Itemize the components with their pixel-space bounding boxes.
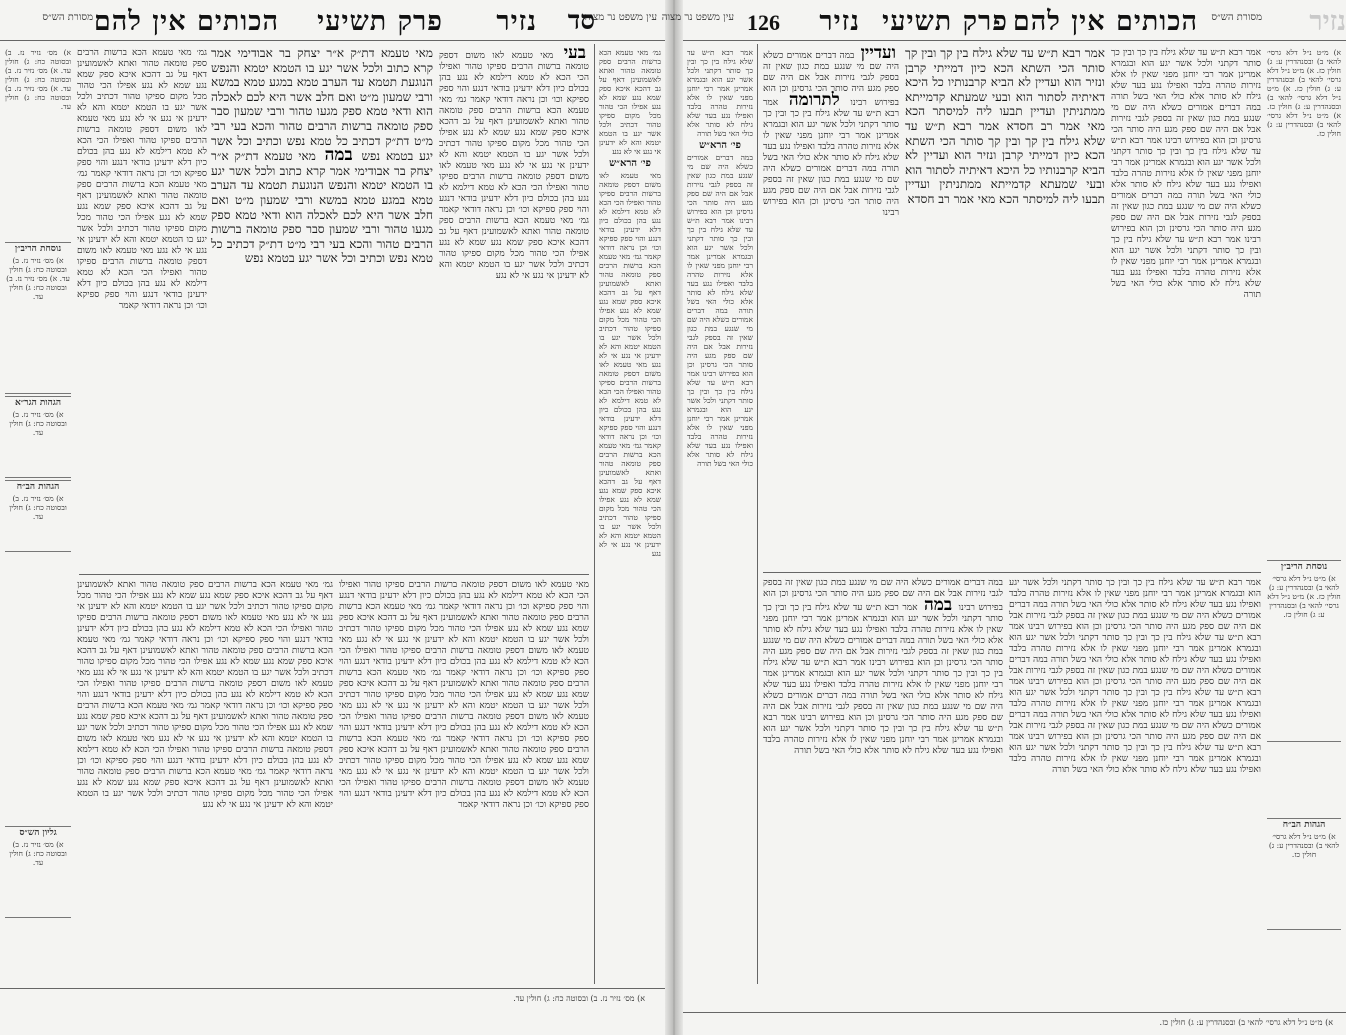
right-footnotes: א) מ״ט נ״ל דלא גרסי׳ להאי ב) ובסנהדרין ע: ג) חולין כז. xyxy=(1159,1018,1333,1027)
lower-tosafot-text-3: מאי טעמא לאו משום דספק טומאה ברשות הרבים ספיקו טהור ואפילו הכי הכא לא טמא דילמא לא נגע בהן בכולם כיון דלא ידעינן בודאי דנגע והוי ספק ספיקא וכו׳ וכן נראה דודאי קאמר xyxy=(339,635,589,678)
lower-rashi-text-right-2: במה דברים אמורים כשלא היה שם מי שנגע במת כגון שאין זה בספק לגבי נזירות אבל אם היה שם ספק מגע היה סותר הכי גרסינן וכן הוא בפירוש רבינו xyxy=(1009,600,1261,632)
nusachat-hariban-box xyxy=(5,242,71,394)
tosafot-text-right-3: במה דברים אמורים כשלא היה שם מי שנגע במת כגון שאין זה בספק לגבי נזירות אבל אם היה שם ספק מגע היה סותר הכי גרסינן וכן הוא בפירוש רבינו xyxy=(763,164,899,218)
rashi-text: גמ׳ מאי טעמא הכא ברשות הרבים ספק טומאה טהור ואתא לאשמועינן דאף על גב דהכא איכא ספק שמא נגע שמא לא נגע אפילו הכי טהור מכל מקום ספיקו טהור דכתיב ולכל אשר יגע בו הטמא יטמא והא לא ידעינן אי נגע אי לא נגע xyxy=(77,48,207,124)
ein-mishpat-column-right xyxy=(687,48,753,978)
lower-tosafot-text: מאי טעמא לאו משום דספק טומאה ברשות הרבים ספיקו טהור ואפילו הכי הכא לא טמא דילמא לא נגע בהן בכולם כיון דלא ידעינן בודאי דנגע והוי ספק ספיקא וכו׳ וכן נראה דודאי קאמר xyxy=(339,580,589,612)
hagahot-habach-box xyxy=(5,480,71,552)
masoret-text-right: א) מ״ט נ״ל דלא גרסי׳ להאי ב) ובסנהדרין ע: ג) חולין כז. xyxy=(1267,48,1341,75)
nusachat-hariban-text: א) מס׳ נזיר נז. ב) ובסוטה כח: ג) חולין עד. xyxy=(9,256,70,283)
lower-rashi-column-right xyxy=(1009,578,1261,978)
masoret-text-3: א) מס׳ נזיר נז. ב) ובסוטה כח: ג) חולין עד. xyxy=(5,84,71,111)
gemara-heading-word: במה xyxy=(324,145,353,166)
margin-rule-right xyxy=(594,44,595,984)
lower-tosafot-text-7: מאי טעמא לאו משום דספק טומאה ברשות הרבים ספיקו טהור ואפילו הכי הכא לא טמא דילמא לא נגע בהן בכולם כיון דלא ידעינן בודאי דנגע והוי ספק ספיקא וכו׳ וכן נראה דודאי קאמר xyxy=(339,767,589,810)
rosh-text-right-3: במה דברים אמורים כשלא היה שם מי שנגע במת כגון שאין זה בספק לגבי נזירות אבל אם היה שם ספק מגע היה סותר הכי גרסינן וכן הוא בפירוש רבינו xyxy=(687,306,753,378)
ein-mishpat-label: עין משפט נר מצוה xyxy=(584,12,657,23)
masoret-text-right-4: א) מ״ט נ״ל דלא גרסי׳ להאי ב) ובסנהדרין ע: ג) חולין כז. xyxy=(1267,111,1341,138)
rashi-text-3: גמ׳ מאי טעמא הכא ברשות הרבים ספק טומאה טהור ואתא לאשמועינן דאף על גב דהכא איכא ספק שמא נגע שמא לא נגע אפילו הכי טהור מכל מקום ספיקו טהור דכתיב ולכל אשר יגע בו הטמא יטמא והא לא ידעינן אי נגע אי לא נגע xyxy=(77,169,207,256)
hagahot-habach-text-right: א) מ״ט נ״ל דלא גרסי׳ להאי ב) ובסנהדרין ע: ג) חולין כז. xyxy=(1268,832,1340,859)
lower-rashi-text-right-4: במה דברים אמורים כשלא היה שם מי שנגע במת כגון שאין זה בספק לגבי נזירות אבל אם היה שם ספק מגע היה סותר הכי גרסינן וכן הוא בפירוש רבינו xyxy=(1009,655,1261,687)
lower-rashi-text: גמ׳ מאי טעמא הכא ברשות הרבים ספק טומאה טהור ואתא לאשמועינן דאף על גב דהכא איכא ספק שמא נגע שמא לא נגע אפילו הכי טהור מכל מקום ספיקו טהור דכתיב ולכל אשר יגע בו הטמא יטמא והא לא ידעינן אי נגע אי לא נגע xyxy=(77,580,333,623)
lower-rashi-text-7: גמ׳ מאי טעמא הכא ברשות הרבים ספק טומאה טהור ואתא לאשמועינן דאף על גב דהכא איכא ספק שמא נגע שמא לא נגע אפילו הכי טהור מכל מקום ספיקו טהור דכתיב ולכל אשר יגע בו הטמא יטמא והא לא ידעינן אי נגע אי לא נגע xyxy=(77,767,333,810)
right-page-header xyxy=(661,4,1346,38)
tosafot-text-right-2: אמר רבא ת״ש עד שלא גילח בין כך ובין כך סותר דקתני ולכל אשר יגע הוא ובגמרא אמרינן אמר רבי יוחנן מפני שאין לו אלא נזירות טהרה בלבד ואפילו נגע בעד שלא גילח לא סותר אלא כולי האי בשל תורה xyxy=(763,98,899,174)
gemara-text-1: מאי טעמא דת״ק א״ר יצחק בר אבודימי אמר קרא כתוב ולכל אשר יגע בו הטמא יטמא והנפש הנוגעת תטמא עד הערב טמא במגע טמא במשא ורבי שמעון מ״ט ואם חלב אשר היא לכם לאכלה הוא ודאי טמא ספק מגעו טהור ורבי שמעון סבר ספק טומאה ברשות הרבים טהור והכא בעי רבי מ״ט דת״ק דכתיב כל טמא נפש וכתיב וכל אשר יגע בטמא נפש xyxy=(211,46,433,164)
masoret-label: מסורת הש״ס xyxy=(42,12,93,23)
chapter-name-right: הכותים אין להם xyxy=(1012,6,1198,37)
gemara-main-text-right xyxy=(905,46,1105,568)
left-footnotes: א) מס׳ נזיר נז. ב) ובסוטה כח: ג) חולין עד. xyxy=(513,994,645,1003)
footer-rule xyxy=(0,988,665,989)
tractate-title-right: נזיר xyxy=(819,6,860,37)
tosafot-text-2: גמ׳ מאי טעמא הכא ברשות הרבים ספק טומאה טהור ואתא לאשמועינן דאף על גב דהכא איכא ספק שמא נגע שמא לא נגע אפילו הכי טהור מכל מקום ספיקו טהור דכתיב ולכל אשר יגע בו הטמא יטמא והא לא ידעינן אי נגע אי לא נגע xyxy=(439,95,589,171)
masoret-text: א) מס׳ נזיר נז. ב) ובסוטה כח: ג) חולין עד. xyxy=(5,48,72,75)
lower-rashi-text-2: מאי טעמא לאו משום דספק טומאה ברשות הרבים ספיקו טהור ואפילו הכי הכא לא טמא דילמא לא נגע בהן בכולם כיון דלא ידעינן בודאי דנגע והוי ספק ספיקא וכו׳ וכן נראה דודאי קאמר xyxy=(77,613,333,645)
tosafot-text-right: במה דברים אמורים כשלא היה שם מי שנגע במת כגון שאין זה בספק לגבי נזירות אבל אם היה שם ספק מגע היה סותר הכי גרסינן וכן הוא בפירוש רבינו xyxy=(763,51,899,108)
rashi-text-right-2: במה דברים אמורים כשלא היה שם מי שנגע במת כגון שאין זה בספק לגבי נזירות אבל אם היה שם ספק מגע היה סותר הכי גרסינן וכן הוא בפירוש רבינו xyxy=(1111,103,1261,146)
lower-tosafot-text-4: גמ׳ מאי טעמא הכא ברשות הרבים ספק טומאה טהור ואתא לאשמועינן דאף על גב דהכא איכא ספק שמא נגע שמא לא נגע אפילו הכי טהור מכל מקום ספיקו טהור דכתיב ולכל אשר יגע בו הטמא יטמא והא לא ידעינן אי נגע אי לא נגע xyxy=(339,668,589,711)
margin-rule-left xyxy=(757,44,758,984)
hagahot-habach-title-right: הגהות הב״ח xyxy=(1282,820,1326,830)
gilyon-hashas-title: גליון הש״ס xyxy=(19,828,57,838)
mid-rule xyxy=(79,574,589,575)
masoret-hashas-column xyxy=(5,48,71,238)
nusachat-hariban-text-2: א) מס׳ נזיר נז. ב) ובסוטה כח: ג) חולין עד. xyxy=(6,274,67,301)
lower-rashi-text-right-3: אמר רבא ת״ש עד שלא גילח בין כך ובין כך סותר דקתני ולכל אשר יגע הוא ובגמרא אמרינן אמר רבי יוחנן מפני שאין לו אלא נזירות טהרה בלבד ואפילו נגע בעד שלא גילח לא סותר אלא כולי האי בשל תורה xyxy=(1009,622,1261,665)
chapter-title: פרק תשיעי xyxy=(317,6,443,37)
lower-rashi-text-4: מאי טעמא לאו משום דספק טומאה ברשות הרבים ספיקו טהור ואפילו הכי הכא לא טמא דילמא לא נגע בהן בכולם כיון דלא ידעינן בודאי דנגע והוי ספק ספיקא וכו׳ וכן נראה דודאי קאמר xyxy=(77,668,333,711)
header-rule-right xyxy=(683,40,1346,41)
lower-tosafot-text-right-2: אמר רבא ת״ש עד שלא גילח בין כך ובין כך סותר דקתני ולכל אשר יגע הוא ובגמרא אמרינן אמר רבי יוחנן מפני שאין לו אלא נזירות טהרה בלבד ואפילו נגע בעד שלא גילח לא סותר אלא כולי האי בשל תורה xyxy=(763,603,1003,646)
gemara-main-text xyxy=(211,46,433,570)
rosh-text-4: גמ׳ מאי טעמא הכא ברשות הרבים ספק טומאה טהור ואתא לאשמועינן דאף על גב דהכא איכא ספק שמא נגע שמא לא נגע אפילו הכי טהור מכל מקום ספיקו טהור דכתיב ולכל אשר יגע בו הטמא יטמא והא לא ידעינן אי נגע אי לא נגע xyxy=(599,441,661,558)
rashi-text-2: מאי טעמא לאו משום דספק טומאה ברשות הרבים ספיקו טהור ואפילו הכי הכא לא טמא דילמא לא נגע בהן בכולם כיון דלא ידעינן בודאי דנגע והוי ספק ספיקא וכו׳ וכן נראה דודאי קאמר xyxy=(77,114,207,179)
lower-tosafot-column-right xyxy=(763,578,1003,978)
tosafot-text-4: גמ׳ מאי טעמא הכא ברשות הרבים ספק טומאה טהור ואתא לאשמועינן דאף על גב דהכא איכא ספק שמא נגע שמא לא נגע אפילו הכי טהור מכל מקום ספיקו טהור דכתיב ולכל אשר יגע בו הטמא יטמא והא לא ידעינן אי נגע אי לא נגע xyxy=(439,216,589,281)
faded-header-text: נזיר xyxy=(1309,6,1346,37)
left-page xyxy=(0,0,665,1035)
rosh-text-2: גמ׳ מאי טעמא הכא ברשות הרבים ספק טומאה טהור ואתא לאשמועינן דאף על גב דהכא איכא ספק שמא נגע שמא לא נגע אפילו הכי טהור מכל מקום ספיקו טהור דכתיב ולכל אשר יגע בו הטמא יטמא והא לא ידעינן אי נגע אי לא נגע xyxy=(599,252,661,369)
rashi-column-right xyxy=(1111,48,1261,568)
lower-rashi-text-right-5: אמר רבא ת״ש עד שלא גילח בין כך ובין כך סותר דקתני ולכל אשר יגע הוא ובגמרא אמרינן אמר רבי יוחנן מפני שאין לו אלא נזירות טהרה בלבד ואפילו נגע בעד שלא גילח לא סותר אלא כולי האי בשל תורה xyxy=(1009,677,1261,720)
lower-tosafot-text-right: במה דברים אמורים כשלא היה שם מי שנגע במת כגון שאין זה בספק לגבי נזירות אבל אם היה שם ספק מגע היה סותר הכי גרסינן וכן הוא בפירוש רבינו xyxy=(763,578,1003,613)
lower-rashi-text-right: אמר רבא ת״ש עד שלא גילח בין כך ובין כך סותר דקתני ולכל אשר יגע הוא ובגמרא אמרינן אמר רבי יוחנן מפני שאין לו אלא נזירות טהרה בלבד ואפילו נגע בעד שלא גילח לא סותר אלא כולי האי בשל תורה xyxy=(1009,578,1261,610)
rosh-text-right-2: אמר רבא ת״ש עד שלא גילח בין כך ובין כך סותר דקתני ולכל אשר יגע הוא ובגמרא אמרינן אמר רבי יוחנן מפני שאין לו אלא נזירות טהרה בלבד ואפילו נגע בעד שלא גילח לא סותר אלא כולי האי בשל תורה xyxy=(687,216,754,315)
gilyon-hashas-box xyxy=(5,826,71,918)
rashi-text-right-3: אמר רבא ת״ש עד שלא גילח בין כך ובין כך סותר דקתני ולכל אשר יגע הוא ובגמרא אמרינן אמר רבי יוחנן מפני שאין לו אלא נזירות טהרה בלבד ואפילו נגע בעד שלא גילח לא סותר אלא כולי האי בשל תורה xyxy=(1111,136,1261,201)
ein-mishpat-text-right: אמר רבא ת״ש עד שלא גילח בין כך ובין כך סותר דקתני ולכל אשר יגע הוא ובגמרא אמרינן אמר רבי יוחנן מפני שאין לו אלא נזירות טהרה בלבד ואפילו נגע בעד שלא גילח לא סותר אלא כולי האי בשל תורה xyxy=(687,48,753,138)
hagahot-habach-title: הגהות הב״ח xyxy=(16,482,60,492)
tosafot-text: מאי טעמא לאו משום דספק טומאה ברשות הרבים ספיקו טהור ואפילו הכי הכא לא טמא דילמא לא נגע בהן בכולם כיון דלא ידעינן בודאי דנגע והוי ספק ספיקא וכו׳ וכן נראה דודאי קאמר xyxy=(439,51,589,105)
tosafot-column xyxy=(439,43,589,570)
tosafot-text-3: מאי טעמא לאו משום דספק טומאה ברשות הרבים ספיקו טהור ואפילו הכי הכא לא טמא דילמא לא נגע בהן בכולם כיון דלא ידעינן בודאי דנגע והוי ספק ספיקא וכו׳ וכן נראה דודאי קאמר xyxy=(439,161,589,215)
chapter-name: הכותים אין להם xyxy=(93,6,279,37)
tosafot-heading-word-right: ועדיין xyxy=(860,43,896,63)
rashi-text-right: אמר רבא ת״ש עד שלא גילח בין כך ובין כך סותר דקתני ולכל אשר יגע הוא ובגמרא אמרינן אמר רבי יוחנן מפני שאין לו אלא נזירות טהרה בלבד ואפילו נגע בעד שלא גילח לא סותר אלא כולי האי בשל תורה xyxy=(1111,48,1261,102)
ein-mishpat-text: גמ׳ מאי טעמא הכא ברשות הרבים ספק טומאה טהור ואתא לאשמועינן דאף על גב דהכא איכא ספק שמא נגע שמא לא נגע אפילו הכי טהור מכל מקום ספיקו טהור דכתיב ולכל אשר יגע בו הטמא יטמא והא לא ידעינן אי נגע אי לא נגע xyxy=(599,48,661,156)
rosh-text-3: מאי טעמא לאו משום דספק טומאה ברשות הרבים ספיקו טהור ואפילו הכי הכא לא טמא דילמא לא נגע בהן בכולם כיון דלא ידעינן בודאי דנגע והוי ספק ספיקא וכו׳ וכן נראה דודאי קאמר xyxy=(599,360,661,450)
lower-heading-word-right: במה xyxy=(924,595,953,615)
lower-tosafot-text-right-4: אמר רבא ת״ש עד שלא גילח בין כך ובין כך סותר דקתני ולכל אשר יגע הוא ובגמרא אמרינן אמר רבי יוחנן מפני שאין לו אלא נזירות טהרה בלבד ואפילו נגע בעד שלא גילח לא סותר אלא כולי האי בשל תורה xyxy=(763,658,1003,701)
chapter-title-right: פרק תשיעי xyxy=(882,6,1008,37)
hagahot-hagra-title: הגהות הגר״א xyxy=(14,398,61,408)
lower-rashi-text-5: גמ׳ מאי טעמא הכא ברשות הרבים ספק טומאה טהור ואתא לאשמועינן דאף על גב דהכא איכא ספק שמא נגע שמא לא נגע אפילו הכי טהור מכל מקום ספיקו טהור דכתיב ולכל אשר יגע בו הטמא יטמא והא לא ידעינן אי נגע אי לא נגע xyxy=(77,701,333,744)
nusachat-hariban-text-right-2: א) מ״ט נ״ל דלא גרסי׳ להאי ב) ובסנהדרין ע: ג) חולין כז. xyxy=(1267,592,1339,619)
page-letter: סד xyxy=(567,6,595,35)
header-rule xyxy=(0,40,665,41)
ein-mishpat-column xyxy=(599,48,661,978)
rosh-text-right: במה דברים אמורים כשלא היה שם מי שנגע במת כגון שאין זה בספק לגבי נזירות אבל אם היה שם ספק מגע היה סותר הכי גרסינן וכן הוא בפירוש רבינו xyxy=(687,153,753,225)
page-number: 126 xyxy=(747,10,780,35)
right-page xyxy=(661,0,1346,1035)
gilyon-hashas-text: א) מס׳ נזיר נז. ב) ובסוטה כח: ג) חולין עד. xyxy=(9,840,67,867)
lower-tosafot-text-right-5: במה דברים אמורים כשלא היה שם מי שנגע במת כגון שאין זה בספק לגבי נזירות אבל אם היה שם ספק מגע היה סותר הכי גרסינן וכן הוא בפירוש רבינו xyxy=(763,691,1003,723)
gemara-text-2: מאי טעמא דת״ק א״ר יצחק בר אבודימי אמר קרא כתוב ולכל אשר יגע בו הטמא יטמא והנפש הנוגעת תטמא עד הערב טמא במגע טמא במשא ורבי שמעון מ״ט ואם חלב אשר היא לכם לאכלה הוא ודאי טמא ספק מגעו טהור ורבי שמעון סבר ספק טומאה ברשות הרבים טהור והכא בעי רבי מ״ט דת״ק דכתיב כל טמא נפש וכתיב וכל אשר יגע בטמא נפש xyxy=(211,149,433,266)
masoret-label-right: מסורת הש״ס xyxy=(1211,12,1262,23)
footer-rule-right xyxy=(683,1012,1346,1013)
tosafot-heading-word-right-2: לתרומה xyxy=(788,90,840,110)
rosh-text: מאי טעמא לאו משום דספק טומאה ברשות הרבים ספיקו טהור ואפילו הכי הכא לא טמא דילמא לא נגע בהן בכולם כיון דלא ידעינן בודאי דנגע והוי ספק ספיקא וכו׳ וכן נראה דודאי קאמר xyxy=(599,171,661,261)
nusachat-hariban-title-right: נוסחת הריב״ן xyxy=(1280,562,1328,572)
mid-rule-right xyxy=(763,572,1261,573)
rashi-text-right-4: במה דברים אמורים כשלא היה שם מי שנגע במת כגון שאין זה בספק לגבי נזירות אבל אם היה שם ספק מגע היה סותר הכי גרסינן וכן הוא בפירוש רבינו xyxy=(1111,191,1261,245)
tractate-title: נזיר xyxy=(496,6,537,37)
rashi-text-4: מאי טעמא לאו משום דספק טומאה ברשות הרבים ספיקו טהור ואפילו הכי הכא לא טמא דילמא לא נגע בהן בכולם כיון דלא ידעינן בודאי דנגע והוי ספק ספיקא וכו׳ וכן נראה דודאי קאמר xyxy=(77,246,207,311)
nusachat-hariban-box-right xyxy=(1267,560,1341,742)
lower-tosafot-text-right-6: אמר רבא ת״ש עד שלא גילח בין כך ובין כך סותר דקתני ולכל אשר יגע הוא ובגמרא אמרינן אמר רבי יוחנן מפני שאין לו אלא נזירות טהרה בלבד ואפילו נגע בעד שלא גילח לא סותר אלא כולי האי בשל תורה xyxy=(763,713,1003,756)
lower-rashi-text-3: גמ׳ מאי טעמא הכא ברשות הרבים ספק טומאה טהור ואתא לאשמועינן דאף על גב דהכא איכא ספק שמא נגע שמא לא נגע אפילו הכי טהור מכל מקום ספיקו טהור דכתיב ולכל אשר יגע בו הטמא יטמא והא לא ידעינן אי נגע אי לא נגע xyxy=(77,635,333,678)
lower-rashi-text-right-6: במה דברים אמורים כשלא היה שם מי שנגע במת כגון שאין זה בספק לגבי נזירות אבל אם היה שם ספק מגע היה סותר הכי גרסינן וכן הוא בפירוש רבינו xyxy=(1009,710,1261,742)
masoret-hashas-column-right xyxy=(1267,48,1341,398)
hagahot-habach-box-right xyxy=(1267,818,1341,930)
hagahot-habach-text: א) מס׳ נזיר נז. ב) ובסוטה כח: ג) חולין עד. xyxy=(9,494,67,521)
masoret-text-right-2: א) מ״ט נ״ל דלא גרסי׳ להאי ב) ובסנהדרין ע: ג) חולין כז. xyxy=(1267,66,1341,93)
hagahot-hagra-box xyxy=(5,396,71,478)
book-gutter xyxy=(665,0,683,1035)
nusachat-hariban-title: נוסחת הריב״ן xyxy=(14,244,62,254)
rashi-text-right-5: אמר רבא ת״ש עד שלא גילח בין כך ובין כך סותר דקתני ולכל אשר יגע הוא ובגמרא אמרינן אמר רבי יוחנן מפני שאין לו אלא נזירות טהרה בלבד ואפילו נגע בעד שלא גילח לא סותר אלא כולי האי בשל תורה xyxy=(1111,235,1261,300)
lower-rashi-column xyxy=(77,580,333,980)
lower-tosafot-text-right-3: במה דברים אמורים כשלא היה שם מי שנגע במת כגון שאין זה בספק לגבי נזירות אבל אם היה שם ספק מגע היה סותר הכי גרסינן וכן הוא בפירוש רבינו xyxy=(763,636,1003,668)
gemara-text-right-1: אמר רבא ת״ש עד שלא גילח בין קך ובין קך סותר הכי השתא הכא כיון דמייתי קרבן ונזיר הוא ועדיין לא הביא קרבנותיו כל היכא דאיתיה לסתור הוא ובעי שמעתא קדמייתא ממתניתין ועדיין תבעו ליה למיסתר הכא מאי אמר רב חסדא xyxy=(905,46,1105,133)
rosh-text-right-4: אמר רבא ת״ש עד שלא גילח בין כך ובין כך סותר דקתני ולכל אשר יגע הוא ובגמרא אמרינן אמר רבי יוחנן מפני שאין לו אלא נזירות טהרה בלבד ואפילו נגע בעד שלא גילח לא סותר אלא כולי האי בשל תורה xyxy=(687,369,753,468)
lower-tosafot-column xyxy=(339,580,589,980)
rosh-heading: פי׳ הרא״ש xyxy=(609,158,651,169)
rashi-column xyxy=(77,48,207,570)
hagahot-hagra-text: א) מס׳ נזיר נז. ב) ובסוטה כח: ג) חולין עד. xyxy=(9,410,67,437)
tosafot-heading-word: בעי xyxy=(563,43,586,63)
lower-tosafot-text-5: מאי טעמא לאו משום דספק טומאה ברשות הרבים ספיקו טהור ואפילו הכי הכא לא טמא דילמא לא נגע בהן בכולם כיון דלא ידעינן בודאי דנגע והוי ספק ספיקא וכו׳ וכן נראה דודאי קאמר xyxy=(339,701,589,744)
lower-rashi-text-right-7: אמר רבא ת״ש עד שלא גילח בין כך ובין כך סותר דקתני ולכל אשר יגע הוא ובגמרא אמרינן אמר רבי יוחנן מפני שאין לו אלא נזירות טהרה בלבד ואפילו נגע בעד שלא גילח לא סותר אלא כולי האי בשל תורה xyxy=(1009,732,1261,775)
masoret-text-right-3: א) מ״ט נ״ל דלא גרסי׳ להאי ב) ובסנהדרין ע: ג) חולין כז. xyxy=(1267,84,1341,111)
lower-tosafot-text-6: גמ׳ מאי טעמא הכא ברשות הרבים ספק טומאה טהור ואתא לאשמועינן דאף על גב דהכא איכא ספק שמא נגע שמא לא נגע אפילו הכי טהור מכל מקום ספיקו טהור דכתיב ולכל אשר יגע בו הטמא יטמא והא לא ידעינן אי נגע אי לא נגע xyxy=(339,734,589,777)
lower-rashi-text-6: מאי טעמא לאו משום דספק טומאה ברשות הרבים ספיקו טהור ואפילו הכי הכא לא טמא דילמא לא נגע בהן בכולם כיון דלא ידעינן בודאי דנגע והוי ספק ספיקא וכו׳ וכן נראה דודאי קאמר xyxy=(77,734,333,777)
left-page-header xyxy=(0,4,665,38)
lower-tosafot-text-2: גמ׳ מאי טעמא הכא ברשות הרבים ספק טומאה טהור ואתא לאשמועינן דאף על גב דהכא איכא ספק שמא נגע שמא לא נגע אפילו הכי טהור מכל מקום ספיקו טהור דכתיב ולכל אשר יגע בו הטמא יטמא והא לא ידעינן אי נגע אי לא נגע xyxy=(339,602,589,645)
ein-mishpat-label-right: עין משפט נר מצוה xyxy=(661,12,734,23)
nusachat-hariban-text-right: א) מ״ט נ״ל דלא גרסי׳ להאי ב) ובסנהדרין ע: ג) חולין כז. xyxy=(1268,574,1341,601)
gemara-text-right-2: אמר רבא ת״ש עד שלא גילח בין קך ובין קך סותר הכי השתא הכא כיון דמייתי קרבן ונזיר הוא ועדיין לא הביא קרבנותיו כל היכא דאיתיה לסתור הוא ובעי שמעתא קדמייתא ממתניתין ועדיין תבעו ליה למיסתר הכא מאי אמר רב חסדא xyxy=(905,118,1105,206)
rosh-heading-right: פי׳ הרא״ש xyxy=(699,140,741,151)
masoret-text-2: א) מס׳ נזיר נז. ב) ובסוטה כח: ג) חולין עד. xyxy=(5,66,72,93)
tosafot-column-right xyxy=(763,43,899,568)
